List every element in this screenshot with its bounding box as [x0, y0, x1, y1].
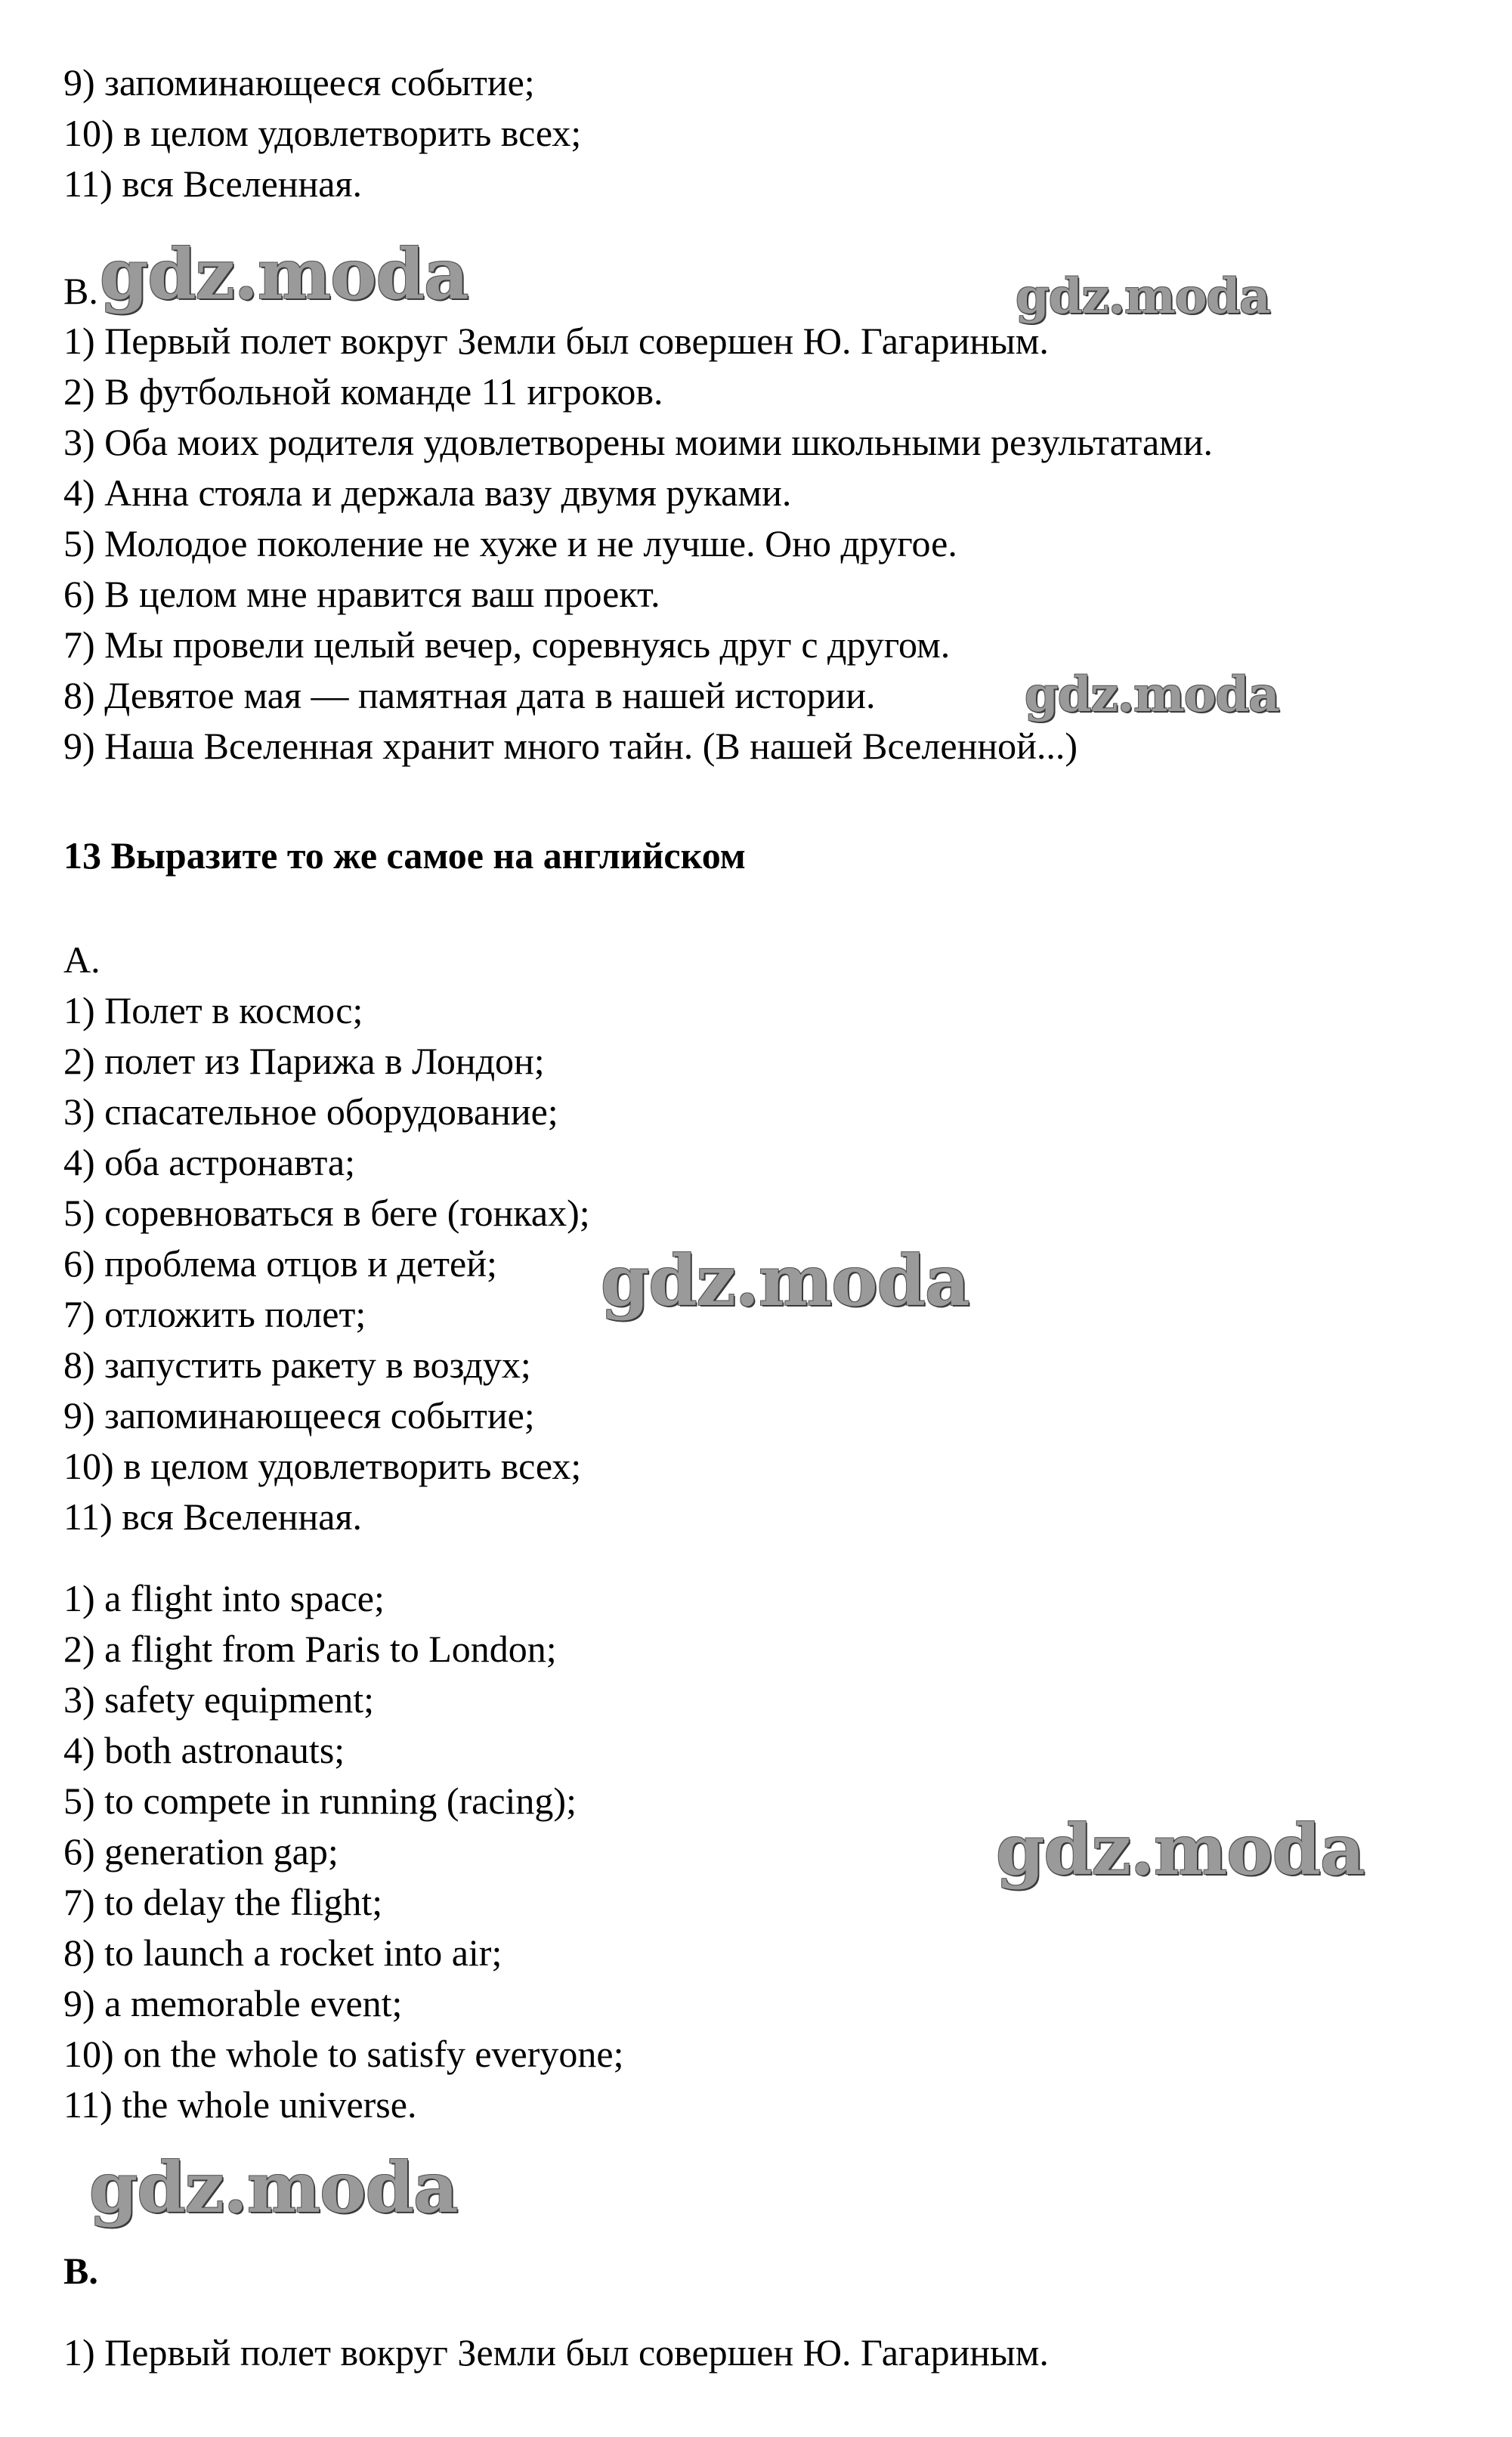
list-item: 10) on the whole to satisfy everyone;	[63, 2033, 624, 2075]
watermark: gdz.moda	[1016, 268, 1270, 325]
list-item: 4) both astronauts;	[63, 1729, 345, 1771]
list-item: 1) Первый полет вокруг Земли был совершен Ю. Гагариным.	[63, 2331, 1049, 2374]
list-item: 9) запоминающееся событие;	[63, 61, 535, 104]
list-item: 8) Девятое мая — памятная дата в нашей истории.	[63, 674, 876, 716]
watermark: gdz.moda	[1025, 666, 1279, 723]
list-item: 2) a flight from Paris to London;	[63, 1628, 557, 1670]
list-item: 3) Оба моих родителя удовлетворены моими школьными результатами.	[63, 421, 1214, 463]
exercise-heading: 13 Выразите то же самое на английском	[63, 834, 746, 877]
list-item: 2) В футбольной команде 11 игроков.	[63, 370, 663, 413]
list-item: 1) a flight into space;	[63, 1577, 385, 1619]
list-item: 4) Анна стояла и держала вазу двумя руками.	[63, 472, 792, 514]
list-item: 11) вся Вселенная.	[63, 162, 362, 205]
list-item: 7) Мы провели целый вечер, соревнуясь друг с другом.	[63, 623, 951, 666]
watermark: gdz.moda	[89, 2147, 458, 2228]
watermark: gdz.moda	[601, 1240, 969, 1322]
watermark: gdz.moda	[100, 233, 468, 315]
list-item: 11) вся Вселенная.	[63, 1495, 362, 1538]
list-item: 10) в целом удовлетворить всех;	[63, 112, 582, 154]
list-item: 9) Наша Вселенная хранит много тайн. (В нашей Вселенной...)	[63, 725, 1078, 767]
list-item: 8) to launch a rocket into air;	[63, 1931, 502, 1974]
list-item: 6) проблема отцов и детей;	[63, 1242, 497, 1285]
section-label: В.	[63, 270, 98, 312]
list-item: 9) a memorable event;	[63, 1982, 403, 2024]
list-item: 5) to compete in running (racing);	[63, 1780, 577, 1822]
list-item: 6) В целом мне нравится ваш проект.	[63, 573, 660, 615]
section-label: B.	[63, 2250, 98, 2292]
section-label: А.	[63, 939, 100, 981]
list-item: 6) generation gap;	[63, 1830, 339, 1873]
watermark: gdz.moda	[996, 1809, 1365, 1891]
list-item: 1) Первый полет вокруг Земли был совершен Ю. Гагариным.	[63, 320, 1049, 362]
list-item: 7) to delay the flight;	[63, 1881, 383, 1923]
list-item: 4) оба астронавта;	[63, 1141, 355, 1183]
list-item: 10) в целом удовлетворить всех;	[63, 1445, 582, 1487]
list-item: 7) отложить полет;	[63, 1293, 366, 1335]
list-item: 5) соревноваться в беге (гонках);	[63, 1192, 590, 1234]
list-item: 5) Молодое поколение не хуже и не лучше. Оно другое.	[63, 522, 957, 564]
list-item: 3) safety equipment;	[63, 1678, 374, 1721]
list-item: 2) полет из Парижа в Лондон;	[63, 1040, 545, 1082]
list-item: 8) запустить ракету в воздух;	[63, 1344, 531, 1386]
list-item: 11) the whole universe.	[63, 2083, 417, 2126]
list-item: 3) спасательное оборудование;	[63, 1090, 558, 1133]
list-item: 9) запоминающееся событие;	[63, 1394, 535, 1437]
list-item: 1) Полет в космос;	[63, 989, 363, 1031]
